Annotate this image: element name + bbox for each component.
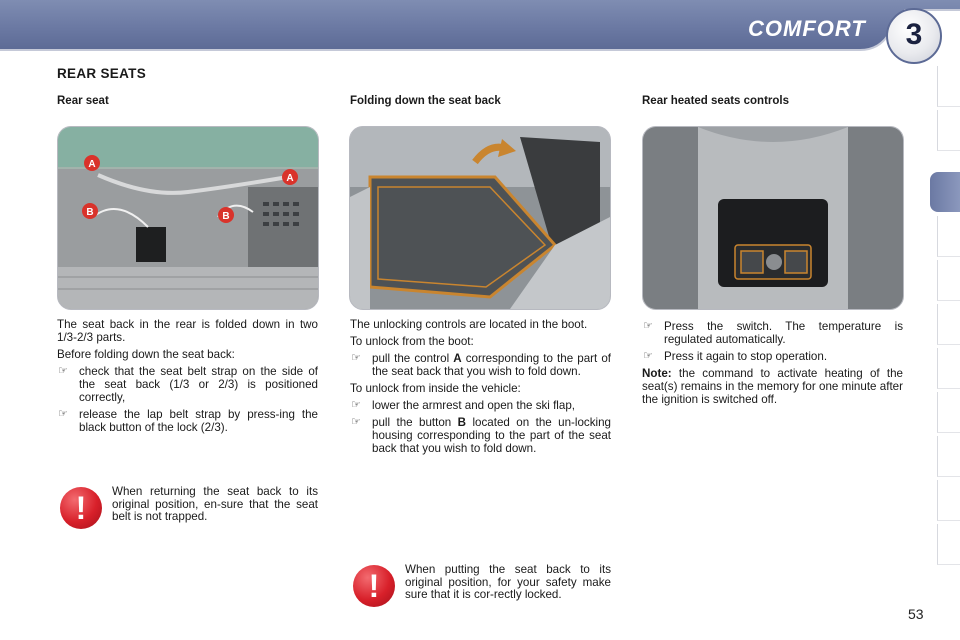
side-tab-10[interactable] — [937, 480, 960, 521]
heated-bullet-1: ☞ Press the switch. The temperature is regulated automatically. — [643, 320, 903, 346]
folding-inside-heading: To unlock from inside the vehicle: — [350, 382, 521, 395]
pointing-hand-icon: ☞ — [351, 416, 361, 428]
pointing-hand-icon: ☞ — [351, 399, 361, 411]
heated-note: Note: the command to activate heating of the seat(s) remains in the memory for one minute after the ignition is switched off. — [642, 367, 903, 406]
side-tab-1[interactable] — [937, 66, 960, 107]
pointing-hand-icon: ☞ — [58, 365, 68, 377]
side-tab-7[interactable] — [937, 348, 960, 389]
rear-seat-photo — [57, 126, 319, 310]
pointing-hand-icon: ☞ — [351, 352, 361, 364]
side-tab-9[interactable] — [937, 436, 960, 477]
folding-title: Folding down the seat back — [350, 95, 501, 107]
chapter-number-badge: 3 — [886, 8, 942, 64]
chapter-title: COMFORT — [748, 16, 866, 41]
heated-controls-photo — [642, 126, 904, 310]
side-tab-11[interactable] — [937, 524, 960, 565]
folding-intro: The unlocking controls are located in the boot. — [350, 318, 588, 331]
chapter-side-tabs — [928, 66, 960, 576]
rear-seat-intro: The seat back in the rear is folded down in two 1/3-2/3 parts. — [57, 318, 318, 344]
side-tab-2[interactable] — [937, 110, 960, 151]
pointing-hand-icon: ☞ — [643, 320, 653, 332]
photo-label-a1: A — [88, 159, 96, 170]
side-tab-active[interactable] — [930, 172, 960, 212]
photo-label-a2: A — [286, 173, 294, 184]
heated-text — [642, 320, 903, 410]
pointing-hand-icon: ☞ — [58, 408, 68, 420]
side-tab-4[interactable] — [937, 216, 960, 257]
rear-seat-bullet-1: ☞ check that the seat belt strap on the side of the seat back (1/3 or 2/3) is positioned correctly, — [58, 365, 318, 404]
rear-seat-warning: When returning the seat back to its original position, en-sure that the seat belt is not trapped. — [112, 485, 318, 523]
photo-label-b2: B — [222, 211, 230, 222]
warning-icon: ! — [353, 565, 395, 607]
rear-seat-title: Rear seat — [57, 95, 109, 107]
heated-title: Rear heated seats controls — [642, 95, 790, 107]
rear-seat-bullet-2: ☞ release the lap belt strap by press-ing the black button of the lock (2/3). — [58, 408, 318, 434]
folding-text — [350, 318, 611, 459]
warning-icon: ! — [60, 487, 102, 529]
pointing-hand-icon: ☞ — [643, 350, 653, 362]
side-tab-8[interactable] — [937, 392, 960, 433]
heated-bullet-2: ☞ Press it again to stop operation. — [643, 350, 828, 363]
folding-boot-bullet: ☞ pull the control A corresponding to the part of the seat back that you wish to fold down. — [351, 352, 611, 378]
folding-inside-bullet-2: ☞ pull the button B located on the un-locking housing corresponding to the part of the seat back that you wish to fold down. — [351, 416, 611, 455]
folding-warning: When putting the seat back to its original position, for your safety make sure that it is cor-rectly locked. — [405, 563, 611, 601]
folding-boot-heading: To unlock from the boot: — [350, 335, 474, 348]
folding-inside-bullet-1: ☞ lower the armrest and open the ski flap, — [351, 399, 575, 412]
page-number: 53 — [908, 606, 924, 622]
photo-label-b1: B — [86, 207, 94, 218]
side-tab-6[interactable] — [937, 304, 960, 345]
side-tab-5[interactable] — [937, 260, 960, 301]
folding-seat-photo — [349, 126, 611, 310]
rear-seat-text — [57, 318, 318, 438]
section-title: REAR SEATS — [57, 66, 147, 81]
rear-seat-before: Before folding down the seat back: — [57, 348, 235, 361]
